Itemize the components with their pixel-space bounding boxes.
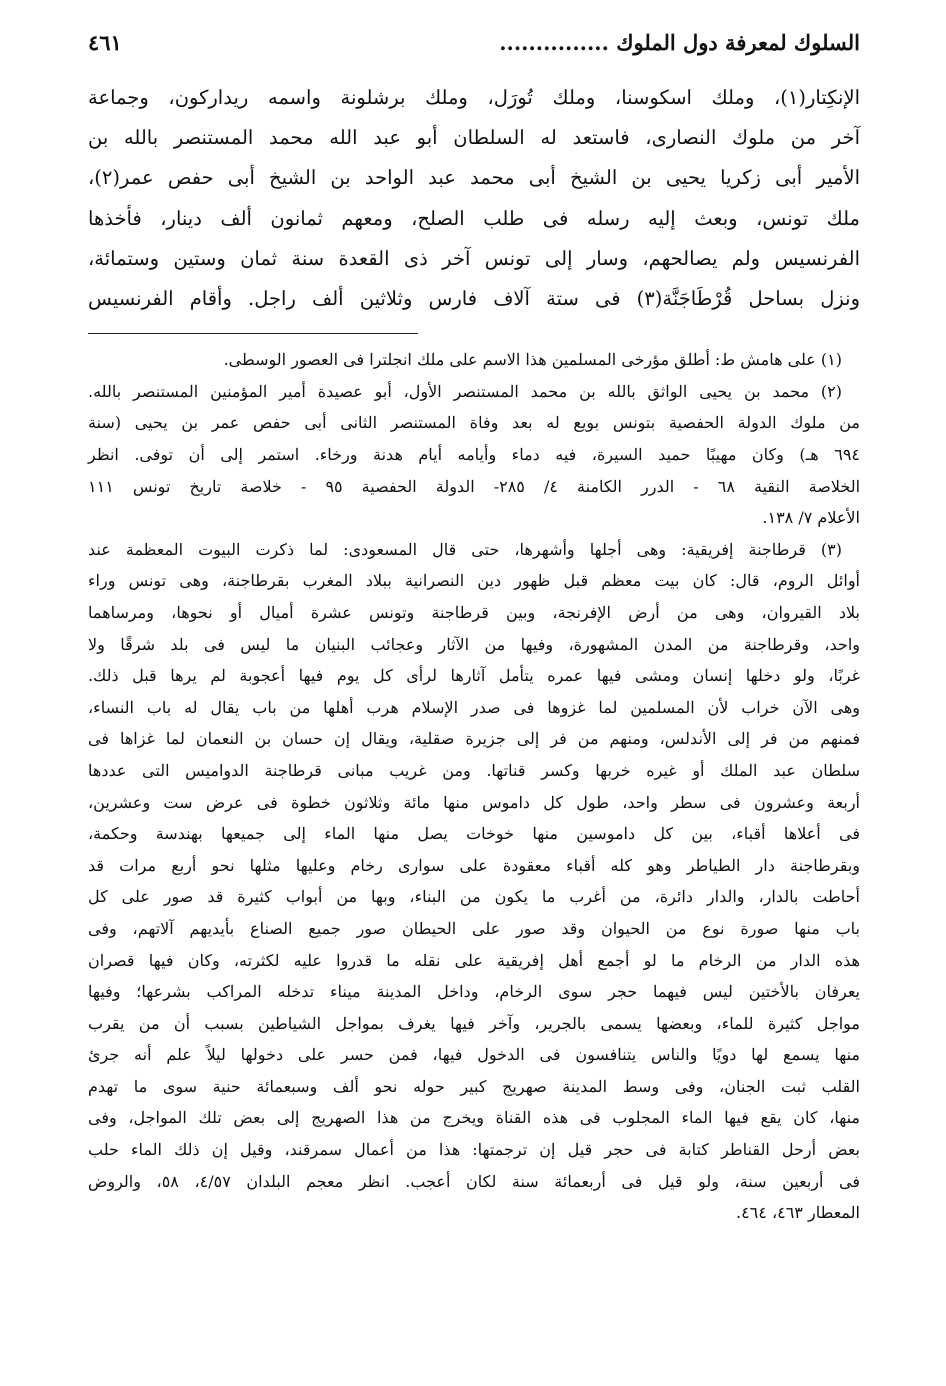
main-line: ملك تونس، وبعث إليه رسله فى طلب الصلح، ومعهم ثمانون ألف دينار، فأخذها [88,206,860,230]
footnote-line: مواجل كثيرة للماء، وبعضها يسمى بالجرير، وآخر فيها يغرف بمواجل الشياطين بسبب أن من يقرب [88,1013,860,1033]
book-title: السلوك لمعرفة دول الملوك [616,30,860,55]
footnote-3: (٣) قرطاجنة إفريقية: وهى أجلها وأشهرها، حتى قال المسعودى: لما ذكرت البيوت المعظمة عند [88,539,842,559]
footnote-line: فى أعلاها أقباء، بين كل داموسين منها خوخات يصل منها الماء إلى جميعها بهندسة وحكمة، [88,824,860,844]
dot-leader: ............... [499,30,609,55]
footnote-line: وهى الآن خراب لأن المسلمين لما غزوها فى صدر الإسلام هرب أهلها من باب يقال له باب النساء، [88,697,860,717]
running-head [88,30,860,70]
main-line: الأمير أبى زكريا يحيى بن الشيخ أبى محمد عبد الواحد بن الشيخ أبى حفص عمر(٢)، [88,166,860,190]
footnote-line: باب منها صورة نوع من الحيوان وقد صور على الحيطان صور جميع الصناع بأيديهم آلاتهم، وفى [88,918,860,938]
footnote-line: منها يسمع لها دويًا والناس يتنافسون فى الدخول فيها، فمن حسر على دخولها ليلاً علم أنه جرئ [88,1045,860,1065]
footnote-line: غربًا، ولو دخلها إنسان ومشى فيها عمره يتأمل آثارها لرأى كل يوم فيها أعجوبة لم يرها قبل ذلك. [88,666,861,686]
footnote-2: (٢) محمد بن يحيى الواثق بالله بن محمد المستنصر الأول، أبو عصيدة أمير المؤمنين المستنصر بالله. [88,381,842,401]
footnote-line: فى أربعين سنة، ولو قيل فى أربعمائة سنة لكان أعجب. انظر معجم البلدان ٤/٥٧، ٥٨، والروض [88,1171,861,1191]
main-line: ونزل بساحل قُرْطَاجَنَّة(٣) فى ستة آلاف فارس وثلاثين ألف راجل. وأقام الفرنسيس [88,287,860,311]
main-line: الإنكِتار(١)، وملك اسكوسنا، وملك تُورَل، وملك برشلونة واسمه ريداركون، وجماعة [88,86,860,109]
main-line: آخر من ملوك النصارى، فاستعد له السلطان أبو عبد الله محمد المستنصر بالله بن [88,126,860,150]
footnote-line: هذه الدار من الرخام ما لو أجمع أهل إفريقية على نقله ما قدروا عليه لكثرته، وكان فيها قصران [88,950,860,970]
footnote-line: أحاطت بالدار، والدار دائرة، من أغرب ما يكون من البناء، وبها من أبواب كثيرة قد صور على كل [88,887,861,907]
footnote-line: أربعة وعشرون فى سطر واحد، طول كل داموس منها مائة وثلاثون خطوة فى عرض ست وعشرين، [88,792,860,812]
footnote-line: الأعلام ٧/ ١٣٨. [762,508,860,528]
footnote-line: المعطار ٤٦٣، ٤٦٤. [735,1203,860,1223]
footnote-line: من ملوك الدولة الحفصية بتونس بويع له بعد وفاة المستنصر الثانى أبى حفص عمر بن يحيى (سنة [88,413,860,433]
book-page [88,30,860,1229]
running-title [499,30,860,55]
main-line: الفرنسيس ولم يصالحهم، وسار إلى تونس آخر ذى القعدة سنة ثمان وستين وستمائة، [88,246,860,270]
footnote-1: (١) على هامش ط: أطلق مؤرخى المسلمين هذا الاسم على ملك انجلترا فى العصور الوسطى. [223,350,842,370]
footnote-line: ٦٩٤ هـ) وكان مهيبًا حميد السيرة، فيه دماء وأيامه أيام هدنة ورخاء. استمر إلى أن توفى. انظر [88,445,860,464]
footnote-line: بعض أرحل القناطر كتابة فى حجر قيل إن ترجمتها: هذا من أعمال سمرقند، وقيل إن ذلك الماء حلب [88,1140,860,1160]
footnote-separator [88,333,418,334]
footnote-line: الخلاصة النقية ٦٨ - الدرر الكامنة ٤/ ٢٨٥- الدولة الحفصية ٩٥ - خلاصة تاريخ تونس ١١١ [88,476,861,496]
footnote-line: فمنهم من فر إلى الأندلس، ومنهم من فر إلى جزيرة صقلية، ويقال إن حسان بن النعمان لما غزاها فى [88,729,860,749]
footnote-line: يعرفان بالأختين ليس فيهما حجر سوى الرخام، وداخل المدينة ميناء تدخله المراكب بشرعها؛ وفيها [88,982,860,1002]
footnote-line: أوائل الروم، قال: كان بيت معظم قبل ظهور دين النصرانية ببلاد المغرب بقرطاجنة، وهى تونس وراء [88,571,860,591]
footnote-line: منها، كان يقع فيها الماء المجلوب فى هذه القناة ويخرج من هذا الصهريج إلى بعض تلك المواجل، وفى [88,1108,861,1128]
footnote-line: بلاد القيروان، وهى من أرض الإفرنجة، وبين قرطاجنة وتونس عشرة أميال أو نحوها، ومرساهما [88,602,860,622]
footnote-line: وبقرطاجنة دار الطياطر وهو كله أقباء معقودة على سوارى رخام وعليها مثلها نحو أربع مرات قد [88,855,860,875]
footnotes [88,344,860,1229]
footnote-line: واحد، وقرطاجنة من المدن المشهورة، وفيها من الآثار وعجائب البنيان ما ليس فى بلد شرقًا ولا [88,634,860,654]
footnote-line: سلطان عبد الملك أو غيره خربها وكسر قناتها. ومن غريب مبانى قرطاجنة الدواميس التى عددها [88,760,860,780]
footnote-line: القلب ثبت الجنان، وفى وسط المدينة صهريج كبير حوله نحو ألف وسبعمائة حنية سوى ما تهدم [88,1076,860,1096]
page-number: ٤٦١ [88,30,122,55]
main-text [88,78,860,319]
